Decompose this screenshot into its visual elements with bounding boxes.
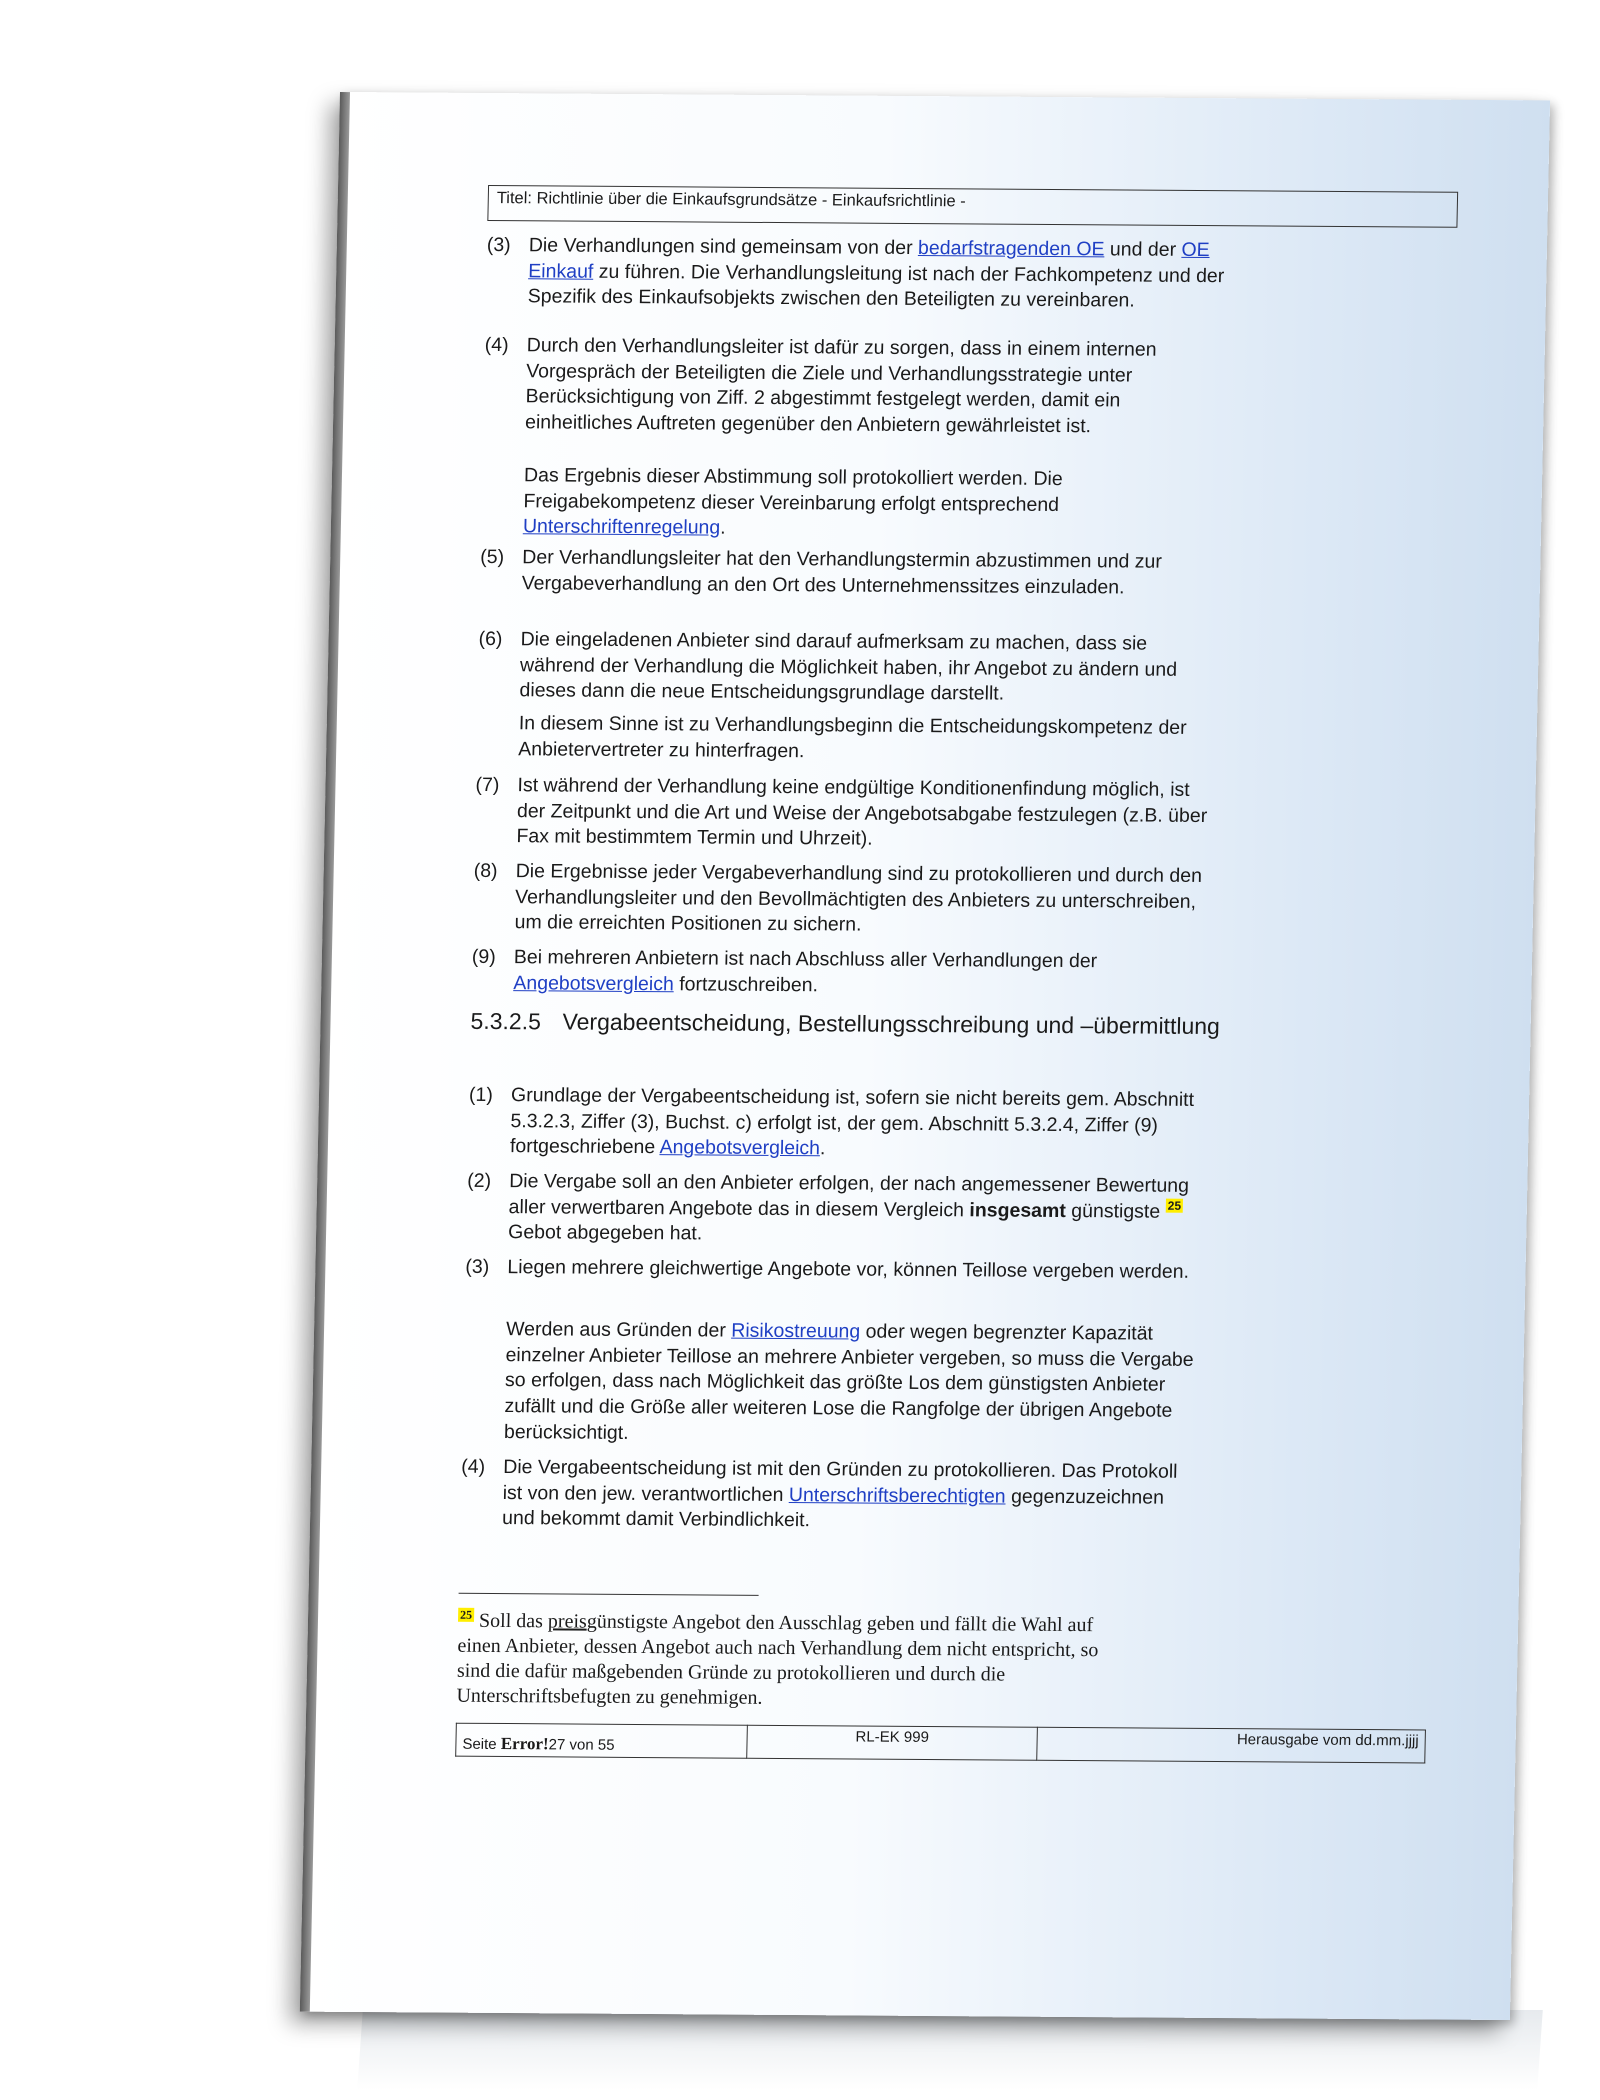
paragraph-number: (6) — [478, 627, 503, 651]
paragraph-text: Das Ergebnis dieser Abstimmung soll protokolliert werden. Die Freigabekompetenz dieser Vereinbarung erfolgt entsprechend Unterschriftenregelung. — [522, 464, 1063, 540]
section-paragraph-1 — [468, 1083, 1210, 1165]
paragraph-number: (4) — [461, 1455, 486, 1478]
footnote: $^{25}$ Soll das preisgünstigste Angebot den Ausschlag geben und fällt die Wahl auf einen Anbieter, dessen Angebot auch nach Verhandlung dem nicht entspricht, so sind die dafür maßgebenden Gründe zu protokollieren und durch die Unterschriftsbefugten zu genehmigen. — [456, 1608, 1099, 1709]
paragraph-number: (2) — [466, 1169, 492, 1192]
paragraph-number: (3) — [486, 234, 511, 257]
paragraph-text: Die Ergebnisse jeder Vergabeverhandlung sind zu protokollieren und durch den Verhandlungsleiter und den Bevollmächtigten des Anbieters zu unterschreiben, um die erreichten Positionen zu sichern. — [514, 860, 1203, 937]
paragraph-number: (1) — [468, 1083, 494, 1106]
paragraph-6 — [477, 627, 1219, 709]
section-paragraph-2 — [466, 1169, 1208, 1251]
paragraph-5 — [479, 545, 1220, 602]
section-paragraph-3 — [465, 1255, 1206, 1286]
paragraph-4 — [483, 333, 1225, 441]
link-angebotsvergleich[interactable]: Angebotsvergleich — [513, 971, 675, 995]
link-oe-einkauf[interactable]: OE Einkauf — [528, 238, 1210, 283]
section-heading — [470, 1005, 1231, 1042]
paragraph-number: (8) — [473, 859, 498, 883]
paragraph-7 — [474, 773, 1216, 855]
paragraph-text: Werden aus Gründen der Risikostreuung oder wegen begrenzter Kapazität einzelner Anbieter Teillose an mehrere Anbieter vergeben, so muss die Vergabe so erfolgen, dass nach Möglichkeit das größte Los dem günstigsten Anbieter zufällt und die Größe aller weiteren Lose die Rangfolge der übrigen Angebote berücksichtigt. — [503, 1318, 1194, 1444]
paragraph-number: (4) — [484, 333, 509, 357]
paragraph-number: (3) — [465, 1255, 490, 1278]
paragraph-text: Die Vergabe soll an den Anbieter erfolgen, der nach angemessener Bewertung aller verwertbaren Angebote das in diesem Vergleich insgesamt günstigste $^{25}$ Gebot abgegeben hat. — [507, 1170, 1190, 1245]
link-angebotsvergleich[interactable]: Angebotsvergleich — [659, 1136, 821, 1160]
link-unterschriftsberechtigten[interactable]: Unterschriftsberechtigten — [788, 1483, 1006, 1508]
section-number: 5.3.2.5 — [470, 1007, 542, 1035]
paragraph-9 — [471, 945, 1212, 1002]
paragraph-3 — [485, 233, 1227, 315]
document-page — [300, 92, 1550, 2020]
page-reflection — [357, 2010, 1543, 2090]
paragraph-text: Der Verhandlungsleiter hat den Verhandlungstermin abzustimmen und zur Vergabeverhandlung an den Ort des Unternehmenssitzes einzuladen. — [521, 546, 1163, 599]
emphasis-insgesamt: insgesamt — [969, 1199, 1067, 1222]
footnote-number: 25 — [458, 1608, 474, 1622]
paragraph-text: Liegen mehrere gleichwertige Angebote vor, können Teillose vergeben werden. — [507, 1256, 1190, 1283]
link-bedarfstragenden-oe[interactable]: bedarfstragenden OE — [917, 237, 1105, 261]
page-content — [300, 92, 1550, 2020]
link-risikostreuung[interactable]: Risikostreuung — [731, 1319, 861, 1343]
section-title: Vergabeentscheidung, Bestellungsschreibung und –übermittlung — [562, 1008, 1221, 1040]
paragraph-number: (9) — [471, 945, 496, 969]
paragraph-text: Ist während der Verhandlung keine endgültige Konditionenfindung möglich, ist der Zeitpunkt und die Art und Weise der Angebotsabgabe festzulegen (z.B. über Fax mit bestimmtem Termin und Uhrzeit). — [516, 774, 1208, 851]
section-paragraph-3-continuation — [462, 1317, 1205, 1451]
paragraph-text: Durch den Verhandlungsleiter ist dafür zu sorgen, dass in einem internen Vorgespräch der Beteiligten die Ziele und Verhandlungsstrategie unter Berücksichtigung von Ziff. 2 abgestimmt festgelegt werden, damit ein einheitliches Auftreten gegenüber den Anbietern gewährleistet ist. — [524, 334, 1157, 438]
link-unterschriftenregelung[interactable]: Unterschriftenregelung — [522, 515, 721, 540]
footer-page-number: Seite Error!27 von 55 — [456, 1723, 747, 1758]
footnote-separator — [459, 1593, 759, 1596]
paragraph-text: Die Verhandlungen sind gemeinsam von der bedarfstragenden OE und der OE Einkauf zu führen. Die Verhandlungsleitung ist nach der Fachkompetenz und der Spezifik des Einkaufsobjekts zwischen den Beteiligten zu vereinbaren. — [527, 234, 1225, 313]
paragraph-number: (7) — [475, 773, 500, 797]
footer-doc-code: RL-EK 999 — [746, 1725, 1037, 1760]
header-title: Titel: Richtlinie über die Einkaufsgrundsätze - Einkaufsrichtlinie - — [487, 185, 1458, 228]
paragraph-4-continuation — [481, 463, 1223, 545]
footer-edition: Herausgabe vom dd.mm.jjjj — [1037, 1727, 1425, 1763]
page-footer — [455, 1723, 1426, 1764]
paragraph-6-continuation — [476, 711, 1217, 768]
paragraph-text: Grundlage der Vergabeentscheidung ist, sofern sie nicht bereits gem. Abschnitt 5.3.2.3, Ziffer (3), Buchst. c) erfolgt ist, der gem. Abschnitt 5.3.2.4, Ziffer (9) fortgeschriebene Angebotsvergleich. — [509, 1084, 1195, 1160]
paragraph-text: Bei mehreren Anbietern ist nach Abschluss aller Verhandlungen der Angebotsvergleich fortzuschreiben. — [513, 946, 1098, 997]
section-paragraph-4 — [460, 1455, 1202, 1537]
paragraph-text: In diesem Sinne ist zu Verhandlungsbeginn die Entscheidungskompetenz der Anbietervertreter zu hinterfragen. — [518, 712, 1187, 762]
paragraph-text: Die eingeladenen Anbieter sind darauf aufmerksam zu machen, dass sie während der Verhandlung die Möglichkeit haben, ihr Angebot zu ändern und dieses dann die neue Entscheidungsgrundlage darstellt. — [519, 628, 1178, 706]
paragraph-8 — [472, 859, 1214, 941]
paragraph-text: Die Vergabeentscheidung ist mit den Gründen zu protokollieren. Das Protokoll ist von den jew. verantwortlichen Unterschriftsberechtigten gegenzuzeichnen und bekommt damit Verbindlichkeit. — [501, 1456, 1178, 1532]
paragraph-number: (5) — [480, 545, 505, 569]
footnote-reference[interactable]: 25 — [1166, 1199, 1184, 1213]
